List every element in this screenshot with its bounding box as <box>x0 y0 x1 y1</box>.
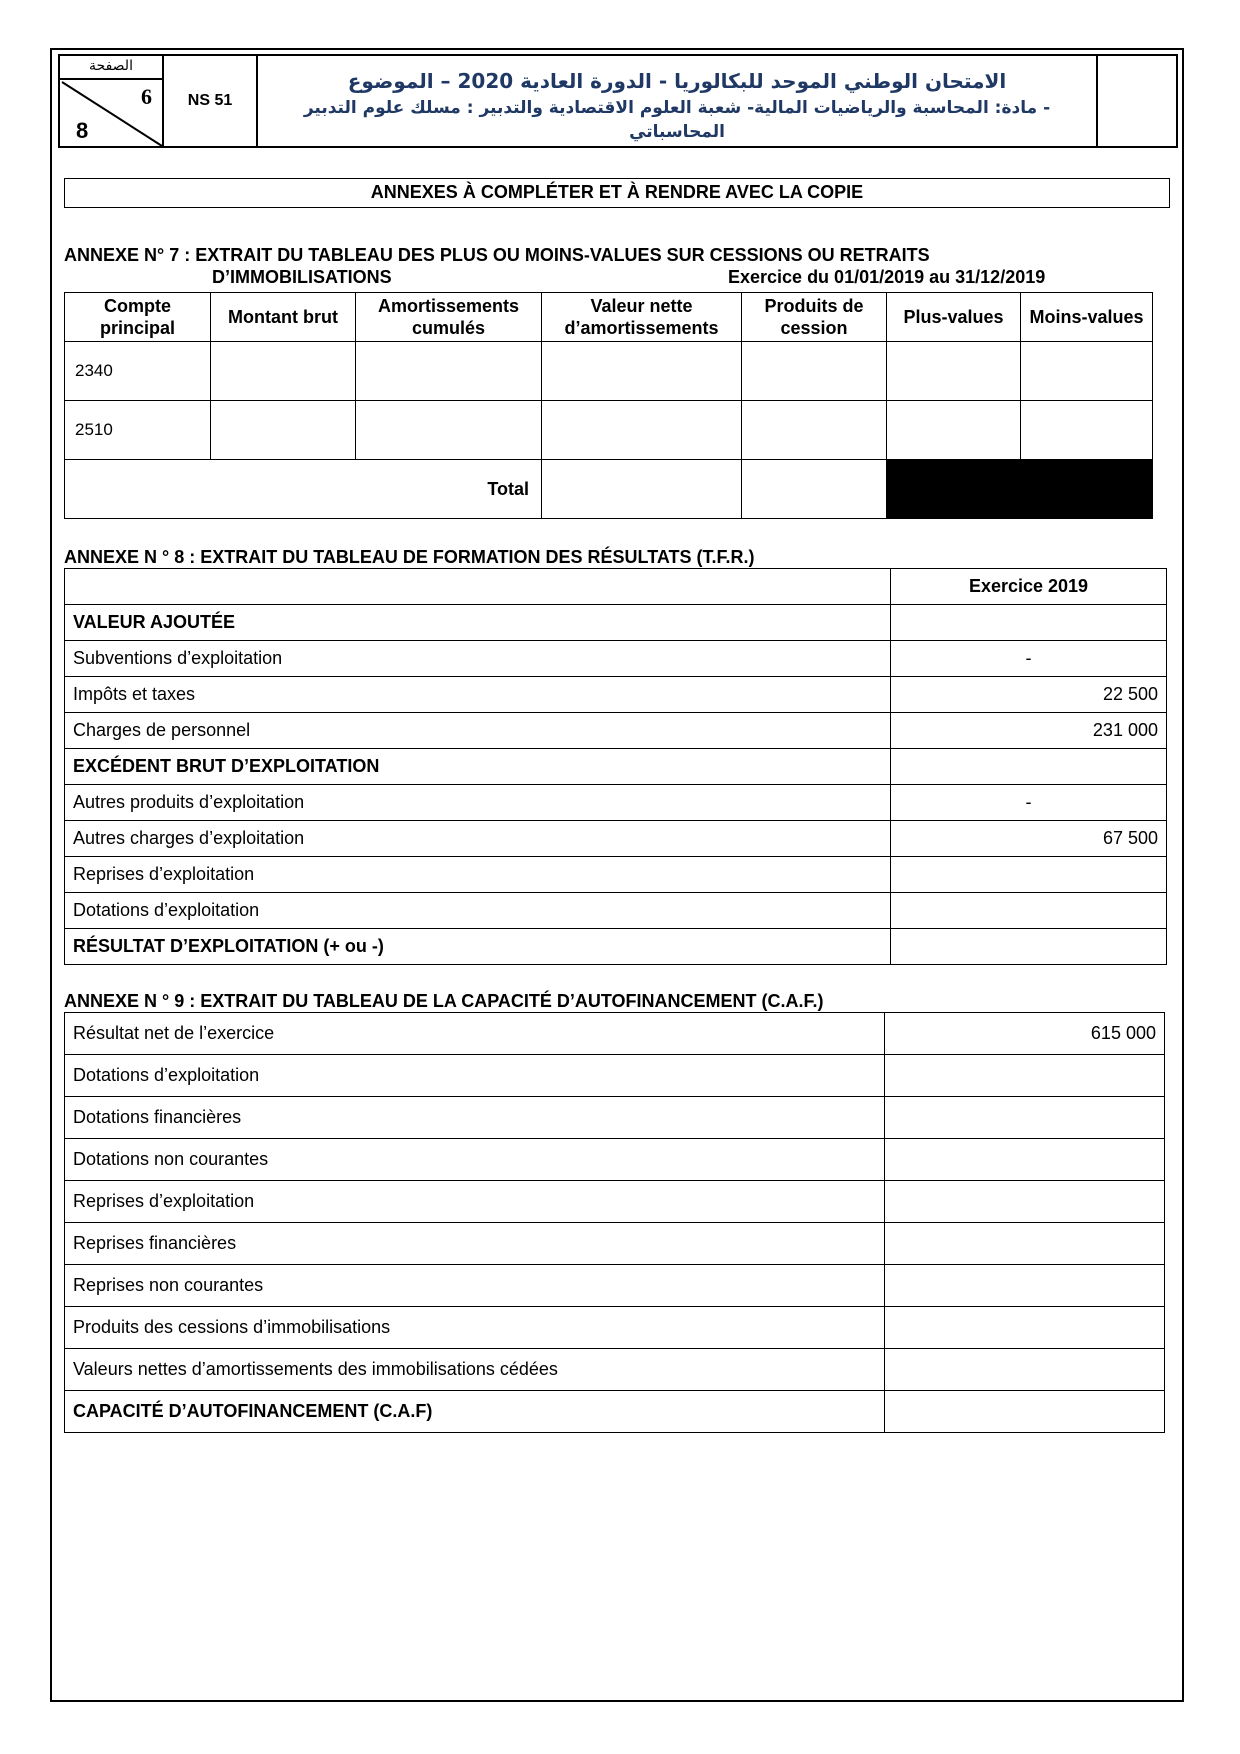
table-row <box>65 1265 1165 1307</box>
header-blank-cell <box>1098 56 1176 146</box>
answer-cell[interactable] <box>742 342 887 401</box>
value-cell[interactable] <box>885 1391 1165 1433</box>
row-label: Autres produits d’exploitation <box>65 785 891 821</box>
exam-code: NS 51 <box>164 56 258 146</box>
page-total: 8 <box>76 118 89 143</box>
answer-cell[interactable] <box>542 401 742 460</box>
table-row <box>65 1349 1165 1391</box>
row-label: Dotations d’exploitation <box>65 893 891 929</box>
table-row <box>65 749 1167 785</box>
column-header: Moins-values <box>1021 293 1153 342</box>
value-cell[interactable] <box>885 1097 1165 1139</box>
column-header: Produits de cession <box>742 293 887 342</box>
table-row <box>65 641 1167 677</box>
table-row <box>65 857 1167 893</box>
value-cell[interactable] <box>891 605 1167 641</box>
total-row <box>65 460 1153 519</box>
answer-cell[interactable] <box>1021 401 1153 460</box>
value-cell[interactable] <box>891 857 1167 893</box>
table-header-row <box>65 293 1153 342</box>
exercise-header: Exercice 2019 <box>891 569 1167 605</box>
answer-cell[interactable] <box>887 342 1021 401</box>
annexe8-title: ANNEXE N ° 8 : EXTRAIT DU TABLEAU DE FORMATION DES RÉSULTATS (T.F.R.) <box>64 547 755 567</box>
row-label: VALEUR AJOUTÉE <box>65 605 891 641</box>
row-label: Subventions d’exploitation <box>65 641 891 677</box>
table-row <box>65 785 1167 821</box>
value-cell: - <box>891 785 1167 821</box>
table-row <box>65 1097 1165 1139</box>
row-label: Dotations non courantes <box>65 1139 885 1181</box>
answer-cell[interactable] <box>356 342 542 401</box>
table-row <box>65 1391 1165 1433</box>
column-header: Plus-values <box>887 293 1021 342</box>
annexe7-title-line1: ANNEXE N° 7 : EXTRAIT DU TABLEAU DES PLUS OU MOINS-VALUES SUR CESSIONS OU RETRAITS <box>64 245 930 265</box>
exam-header <box>58 54 1178 148</box>
table-row <box>65 929 1167 965</box>
table-row <box>65 1181 1165 1223</box>
table-header-row <box>65 569 1167 605</box>
row-label: Valeurs nettes d’amortissements des immobilisations cédées <box>65 1349 885 1391</box>
row-label: Reprises non courantes <box>65 1265 885 1307</box>
value-cell[interactable] <box>885 1307 1165 1349</box>
answer-cell[interactable] <box>211 342 356 401</box>
value-cell: 67 500 <box>891 821 1167 857</box>
value-cell[interactable] <box>891 893 1167 929</box>
value-cell[interactable] <box>885 1139 1165 1181</box>
page-current: 6 <box>141 84 152 109</box>
row-label: CAPACITÉ D’AUTOFINANCEMENT (C.A.F) <box>65 1391 885 1433</box>
row-label: EXCÉDENT BRUT D’EXPLOITATION <box>65 749 891 785</box>
column-header: Amortissements cumulés <box>356 293 542 342</box>
table-row <box>65 821 1167 857</box>
table-row <box>65 1223 1165 1265</box>
table-row <box>65 1307 1165 1349</box>
total-cell[interactable] <box>542 460 742 519</box>
total-cell[interactable] <box>742 460 887 519</box>
value-cell[interactable] <box>885 1055 1165 1097</box>
table-row <box>65 677 1167 713</box>
row-label: Résultat net de l’exercice <box>65 1013 885 1055</box>
annexe9-table <box>64 1012 1165 1433</box>
answer-cell[interactable] <box>887 401 1021 460</box>
value-cell[interactable] <box>885 1265 1165 1307</box>
answer-cell[interactable] <box>211 401 356 460</box>
table-row <box>65 1139 1165 1181</box>
value-cell[interactable] <box>885 1349 1165 1391</box>
account-cell: 2340 <box>65 342 211 401</box>
table-row <box>65 713 1167 749</box>
answer-cell[interactable] <box>742 401 887 460</box>
table-row <box>65 1013 1165 1055</box>
value-cell[interactable] <box>885 1223 1165 1265</box>
annexe7-period: Exercice du 01/01/2019 au 31/12/2019 <box>728 267 1046 287</box>
annexe7-table <box>64 292 1153 519</box>
row-label: Reprises d’exploitation <box>65 1181 885 1223</box>
row-label: Reprises financières <box>65 1223 885 1265</box>
value-cell[interactable] <box>891 749 1167 785</box>
exam-title <box>258 56 1098 146</box>
page-number-box <box>60 56 164 146</box>
exam-title-line1: الامتحان الوطني الموحد للبكالوريا - الدورة العادية 2020 – الموضوع <box>347 69 1007 93</box>
column-header: Montant brut <box>211 293 356 342</box>
table-row <box>65 605 1167 641</box>
value-cell[interactable] <box>885 1181 1165 1223</box>
value-cell: 22 500 <box>891 677 1167 713</box>
page-label: الصفحة <box>60 56 162 80</box>
table-row <box>65 1055 1165 1097</box>
value-cell[interactable] <box>891 929 1167 965</box>
total-label: Total <box>65 460 542 519</box>
table-row <box>65 401 1153 460</box>
account-cell: 2510 <box>65 401 211 460</box>
row-label: Dotations financières <box>65 1097 885 1139</box>
annexe7-title-line2: D’IMMOBILISATIONS <box>212 267 392 287</box>
row-label: Autres charges d’exploitation <box>65 821 891 857</box>
blacked-out-cell <box>887 460 1153 519</box>
value-cell: 231 000 <box>891 713 1167 749</box>
row-label: Charges de personnel <box>65 713 891 749</box>
row-label: Produits des cessions d’immobilisations <box>65 1307 885 1349</box>
table-row <box>65 342 1153 401</box>
row-label: Reprises d’exploitation <box>65 857 891 893</box>
annexe9-title: ANNEXE N ° 9 : EXTRAIT DU TABLEAU DE LA CAPACITÉ D’AUTOFINANCEMENT (C.A.F.) <box>64 991 824 1011</box>
column-header: Valeur nette d’amortissements <box>542 293 742 342</box>
answer-cell[interactable] <box>1021 342 1153 401</box>
row-label: Impôts et taxes <box>65 677 891 713</box>
annexes-banner: ANNEXES À COMPLÉTER ET À RENDRE AVEC LA COPIE <box>64 178 1170 208</box>
value-cell: - <box>891 641 1167 677</box>
column-header: Compte principal <box>65 293 211 342</box>
row-label: Dotations d’exploitation <box>65 1055 885 1097</box>
answer-cell[interactable] <box>356 401 542 460</box>
answer-cell[interactable] <box>542 342 742 401</box>
exam-title-line2: - مادة: المحاسبة والرياضيات المالية- شعبة العلوم الاقتصادية والتدبير : مسلك علوم التدبير المحاسباتي <box>303 98 1051 142</box>
table-row <box>65 893 1167 929</box>
row-label: RÉSULTAT D’EXPLOITATION (+ ou -) <box>65 929 891 965</box>
annexe8-table <box>64 568 1167 965</box>
value-cell: 615 000 <box>885 1013 1165 1055</box>
